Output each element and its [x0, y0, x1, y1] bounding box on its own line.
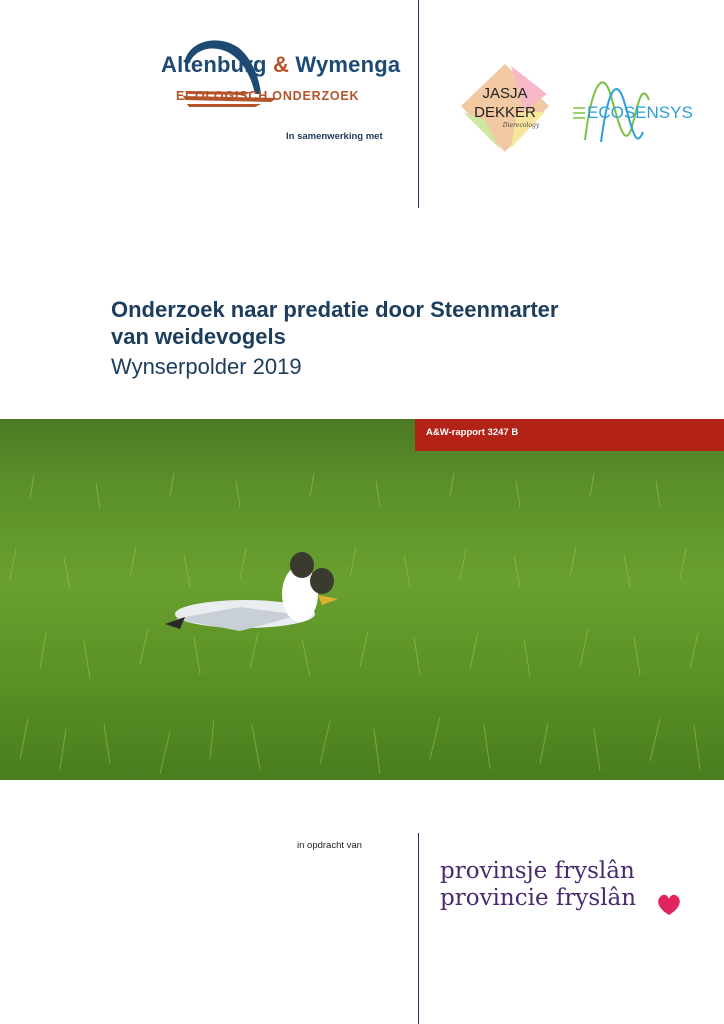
- collaboration-text: In samenwerking met: [286, 131, 383, 142]
- jasja-text: JASJA: [482, 85, 528, 102]
- ecosensys-text: ECOSENSYS: [587, 103, 693, 122]
- report-subtitle: Wynserpolder 2019: [111, 354, 302, 379]
- divider-line-top: [418, 0, 419, 208]
- dekker-text: DEKKER: [474, 104, 536, 121]
- province-name-frisian: provinsje fryslân: [440, 858, 635, 884]
- ecosensys-logo-icon: [571, 70, 701, 156]
- jasja-dekker-logo-icon: [455, 60, 555, 156]
- report-title: Onderzoek naar predatie door Steenmarter van weidevogels: [111, 297, 559, 349]
- gull-decoy-icon: [165, 552, 338, 631]
- report-number: A&W-rapport 3247 B: [426, 427, 519, 438]
- commissioned-by-text: in opdracht van: [297, 840, 362, 851]
- heart-icon: [655, 891, 683, 917]
- company-subtitle: ECOLOGISCH ONDERZOEK: [176, 89, 360, 103]
- divider-line-bottom: [418, 833, 419, 1024]
- company-name: Altenburg & Wymenga: [161, 52, 401, 77]
- province-name-dutch: provincie fryslân: [440, 885, 637, 911]
- province-fryslan-logo: [440, 858, 636, 912]
- cover-photo: [0, 419, 724, 780]
- dierecology-text: Dierecology: [502, 122, 540, 129]
